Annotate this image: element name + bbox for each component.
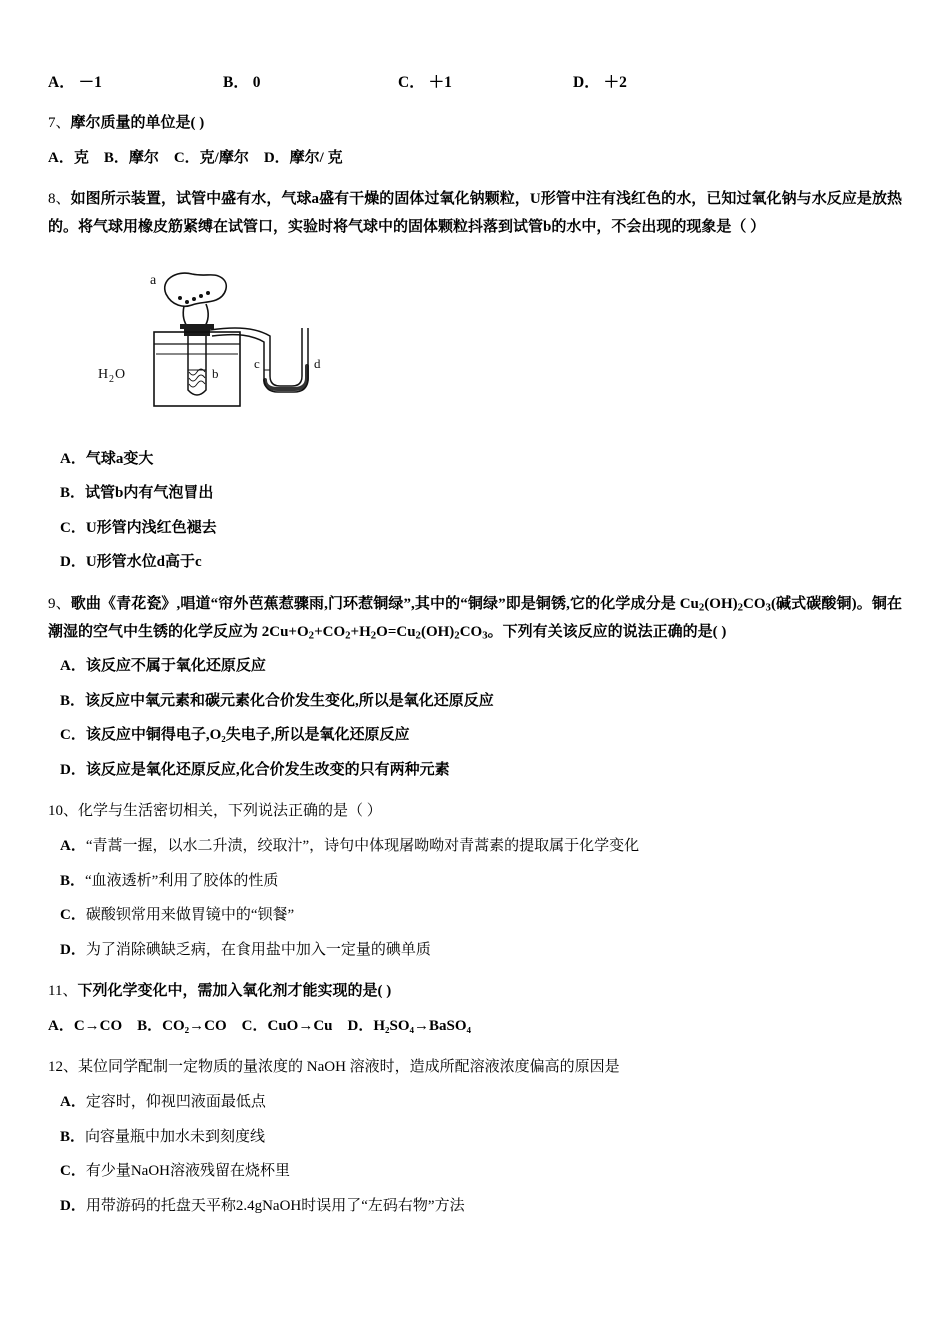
- question-10-option-b-label: B．: [60, 872, 86, 889]
- option-c: [398, 70, 573, 92]
- question-9: [48, 591, 902, 647]
- question-9-option-a: [60, 652, 902, 681]
- question-12-option-b: [60, 1123, 902, 1152]
- question-9-option-a-label: A．: [60, 658, 86, 675]
- top-options-row: [48, 70, 902, 92]
- question-8-option-d-text: U形管水位d高于c: [85, 554, 202, 571]
- question-9-option-c-label: C．: [60, 727, 86, 744]
- question-12-stem: 某位同学配制一定物质的量浓度的 NaOH 溶液时，造成所配溶液浓度偏高的原因是: [78, 1059, 620, 1076]
- question-12-option-c: [60, 1157, 902, 1186]
- option-c-label: C．: [398, 74, 425, 91]
- question-10-option-c-text: 碳酸钡常用来做胃镜中的“钡餐”: [85, 907, 295, 923]
- question-8-figure: [48, 258, 902, 423]
- question-7-options: A．克 B．摩尔 C．克/摩尔 D．摩尔/ 克: [48, 149, 343, 166]
- svg-text:O: O: [115, 366, 126, 382]
- question-8-option-c-text: U形管内浅红色褪去: [85, 519, 217, 536]
- question-8-number: 8、: [48, 191, 71, 208]
- question-12: [48, 1054, 902, 1082]
- option-b: [223, 70, 398, 92]
- question-12-option-c-text: 有少量NaOH溶液残留在烧杯里: [85, 1163, 291, 1179]
- svg-text:c: c: [254, 355, 260, 371]
- question-10: [48, 798, 902, 826]
- question-9-stem-part1: 歌曲《青花瓷》,唱道“帘外芭蕉惹骤雨,门环惹铜绿”,其中的“铜绿”即是铜锈,它的化学成分是 Cu: [70, 595, 699, 612]
- svg-text:2: 2: [109, 373, 114, 385]
- svg-text:H: H: [98, 366, 109, 382]
- question-8-option-b-label: B．: [60, 485, 86, 502]
- question-9-option-b-label: B．: [60, 692, 86, 709]
- question-8-option-a-label: A．: [60, 450, 86, 467]
- question-10-option-d: [60, 936, 902, 965]
- question-8-stem: 如图所示装置，试管中盛有水，气球a盛有干燥的固体过氧化钠颗粒，U形管中注有浅红色的水，已知过氧化钠与水反应是放热的。将气球用橡皮筋紧缚在试管口，实验时将气球中的固体颗粒抖落到试管b的水中，不会出现的现象是（ ）: [48, 191, 902, 235]
- question-12-option-b-label: B．: [60, 1128, 86, 1145]
- option-d: [573, 70, 748, 92]
- question-9-option-d-text: 该反应是氧化还原反应,化合价发生改变的只有两种元素: [85, 761, 450, 778]
- question-8-option-d: [60, 548, 902, 577]
- question-12-number: 12、: [48, 1059, 79, 1076]
- option-a: [48, 70, 223, 92]
- question-9-formula-1: $_2(OH)_2CO_3$: [698, 595, 771, 614]
- svg-text:b: b: [212, 365, 219, 381]
- question-8-option-a: [60, 445, 902, 474]
- question-12-option-a-text: 定容时，仰视凹液面最低点: [85, 1094, 266, 1110]
- question-8-option-d-label: D．: [60, 554, 86, 571]
- option-c-value: ＋1: [428, 74, 452, 91]
- question-10-option-d-text: 为了消除碘缺乏病，在食用盐中加入一定量的碘单质: [85, 941, 431, 958]
- question-9-option-c-text: 该反应中铜得电子,O₂失电子,所以是氧化还原反应: [85, 727, 410, 744]
- svg-text:d: d: [314, 355, 321, 371]
- question-9-stem-part2: (碱式碳酸铜)。铜在潮湿的空气中生锈的化学反应为 2Cu+O: [48, 595, 902, 640]
- question-9-option-d-label: D．: [60, 761, 86, 778]
- question-9-option-b: [60, 687, 902, 716]
- experiment-apparatus-diagram: [88, 258, 508, 418]
- question-12-option-d-label: D．: [60, 1197, 86, 1214]
- question-7-stem: 摩尔质量的单位是( ): [70, 115, 205, 131]
- question-12-option-c-label: C．: [60, 1163, 86, 1179]
- question-10-option-b-text: “血液透析”利用了胶体的性质: [85, 872, 279, 889]
- question-12-option-a: [60, 1088, 902, 1117]
- question-9-formula-2: $_2+CO_2+H_2O=Cu_2(OH)_2CO_3$: [308, 623, 488, 642]
- question-8-option-b-text: 试管b内有气泡冒出: [85, 485, 214, 502]
- question-10-option-d-label: D．: [60, 941, 86, 958]
- question-10-option-b: [60, 867, 902, 896]
- question-7-number: 7、: [48, 115, 71, 131]
- question-10-option-a: [60, 832, 902, 861]
- question-9-option-a-text: 该反应不属于氧化还原反应: [85, 658, 266, 675]
- question-11-stem: 下列化学变化中，需加入氧化剂才能实现的是( ): [77, 983, 392, 999]
- question-10-option-a-text: “青蒿一握，以水二升渍，绞取汁”，诗句中体现屠呦呦对青蒿素的提取属于化学变化: [85, 838, 640, 854]
- question-8-option-b: [60, 479, 902, 508]
- question-11-number: 11、: [48, 983, 78, 999]
- question-11-options: A．C→CO B．CO₂→CO C．CuO→Cu D．H₂SO₄→BaSO₄: [48, 1017, 472, 1034]
- option-d-value: ＋2: [603, 74, 627, 91]
- option-a-value: －1: [78, 74, 102, 91]
- option-b-label: B．: [223, 74, 249, 91]
- question-7: [48, 110, 902, 138]
- question-9-number: 9、: [48, 595, 71, 612]
- question-10-stem: 化学与生活密切相关，下列说法正确的是（ ）: [78, 803, 382, 820]
- question-12-option-a-label: A．: [60, 1094, 86, 1110]
- question-8: [48, 186, 902, 242]
- question-10-option-a-label: A．: [60, 838, 86, 854]
- question-12-option-b-text: 向容量瓶中加水未到刻度线: [85, 1128, 266, 1145]
- question-8-option-a-text: 气球a变大: [85, 450, 154, 467]
- question-10-number: 10、: [48, 803, 79, 820]
- option-d-label: D．: [573, 74, 600, 91]
- svg-text:a: a: [150, 272, 157, 288]
- question-12-option-d: [60, 1192, 902, 1221]
- question-11: [48, 978, 902, 1006]
- question-12-option-d-text: 用带游码的托盘天平称2.4gNaOH时误用了“左码右物”方法: [85, 1197, 465, 1214]
- question-9-option-c: [60, 721, 902, 750]
- question-8-option-c: [60, 514, 902, 543]
- option-a-label: A．: [48, 74, 75, 91]
- question-9-option-b-text: 该反应中氧元素和碳元素化合价发生变化,所以是氧化还原反应: [85, 692, 494, 709]
- question-9-option-d: [60, 756, 902, 785]
- question-10-option-c: [60, 901, 902, 930]
- question-8-option-c-label: C．: [60, 519, 86, 536]
- question-9-stem-part3: 。下列有关该反应的说法正确的是( ): [487, 623, 727, 640]
- option-b-value: 0: [252, 74, 261, 91]
- question-10-option-c-label: C．: [60, 907, 86, 923]
